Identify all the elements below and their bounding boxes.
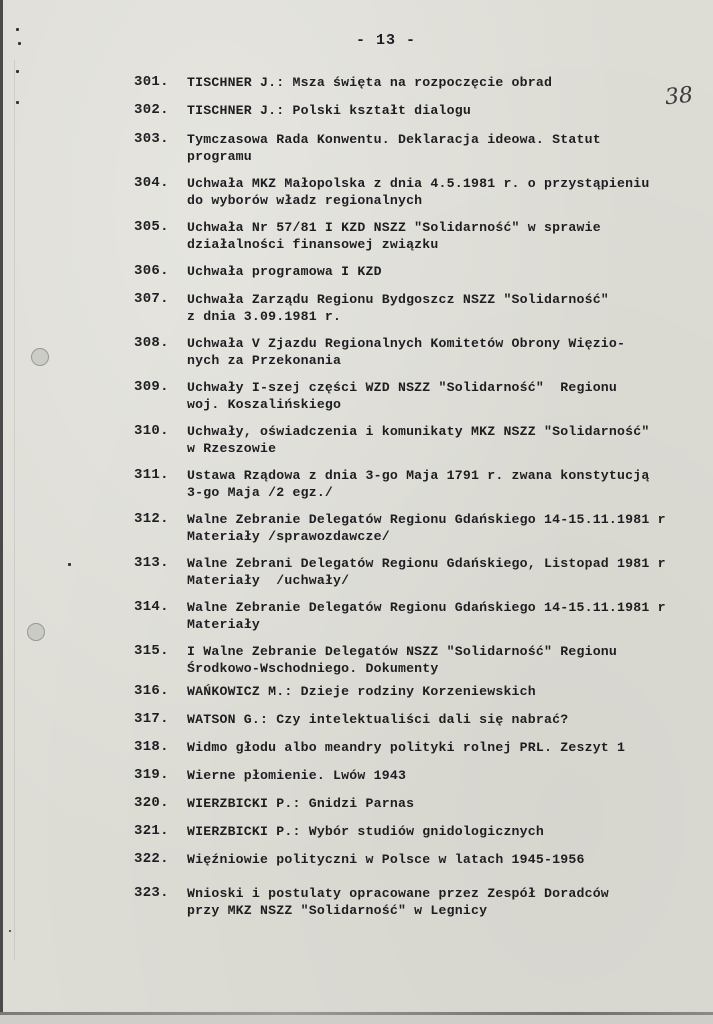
entry-number: 317. xyxy=(134,711,169,727)
entry-line: WATSON G.: Czy intelektualiści dali się nabrać? xyxy=(187,712,569,727)
entry-line: programu xyxy=(187,149,252,164)
page-number: - 13 - xyxy=(356,32,417,49)
entry-number: 316. xyxy=(134,683,169,699)
entry-line: przy MKZ NSZZ "Solidarność" w Legnicy xyxy=(187,903,488,918)
entry-line: Uchwała programowa I KZD xyxy=(187,264,382,279)
ink-speck xyxy=(16,28,19,31)
entry-text xyxy=(187,379,713,413)
entry-text xyxy=(187,711,713,728)
ink-speck xyxy=(18,42,21,45)
entry-line: nych za Przekonania xyxy=(187,353,342,368)
entry-text xyxy=(187,219,713,253)
entry-text xyxy=(187,683,713,700)
ink-speck xyxy=(68,563,71,566)
entry-number: 314. xyxy=(134,599,169,615)
entry-text xyxy=(187,102,713,119)
entry-number: 321. xyxy=(134,823,169,839)
entry-text xyxy=(187,599,713,633)
entry-number: 315. xyxy=(134,643,169,659)
entry-line: Więźniowie polityczni w Polsce w latach 1945-1956 xyxy=(187,852,585,867)
entry-number: 311. xyxy=(134,467,169,483)
entry-text xyxy=(187,467,713,501)
entry-text xyxy=(187,795,713,812)
entry-line: Środkowo-Wschodniego. Dokumenty xyxy=(187,661,439,676)
entry-line: Walne Zebrani Delegatów Regionu Gdańskiego, Listopad 1981 r xyxy=(187,556,666,571)
entry-number: 308. xyxy=(134,335,169,351)
entry-line: Uchwała Zarządu Regionu Bydgoszcz NSZZ "Solidarność" xyxy=(187,292,609,307)
entry-line: 3-go Maja /2 egz./ xyxy=(187,485,334,500)
ink-speck xyxy=(9,930,11,932)
entry-number: 312. xyxy=(134,511,169,527)
entry-line: Uchwały I-szej części WZD NSZZ "Solidarność" Regionu xyxy=(187,380,618,395)
punch-hole-icon xyxy=(31,348,49,366)
entry-line: WIERZBICKI P.: Wybór studiów gnidologicznych xyxy=(187,824,545,839)
entry-number: 313. xyxy=(134,555,169,571)
entry-line: Uchwała Nr 57/81 I KZD NSZZ "Solidarność" w sprawie xyxy=(187,220,601,235)
entry-line: Ustawa Rządowa z dnia 3-go Maja 1791 r. zwana konstytucją xyxy=(187,468,650,483)
entry-line: Uchwały, oświadczenia i komunikaty MKZ NSZZ "Solidarność" xyxy=(187,424,650,439)
entry-text xyxy=(187,555,713,589)
entry-line: TISCHNER J.: Msza święta na rozpoczęcie obrad xyxy=(187,75,553,90)
entry-number: 322. xyxy=(134,851,169,867)
scan-bottom-strip xyxy=(0,1015,713,1024)
entry-text xyxy=(187,74,713,91)
entry-number: 323. xyxy=(134,885,169,901)
entry-text xyxy=(187,643,713,677)
entry-number: 304. xyxy=(134,175,169,191)
entry-line: WAŃKOWICZ M.: Dzieje rodziny Korzeniewskich xyxy=(187,684,536,699)
entry-number: 306. xyxy=(134,263,169,279)
entry-text xyxy=(187,851,713,868)
entry-line: Wierne płomienie. Lwów 1943 xyxy=(187,768,407,783)
entry-line: TISCHNER J.: Polski kształt dialogu xyxy=(187,103,471,118)
entry-text xyxy=(187,291,713,325)
margin-crease xyxy=(14,60,15,960)
entry-number: 320. xyxy=(134,795,169,811)
entry-line: w Rzeszowie xyxy=(187,441,277,456)
entry-line: z dnia 3.09.1981 r. xyxy=(187,309,342,324)
entry-line: Materiały xyxy=(187,617,261,632)
handwritten-archive-number: 38 xyxy=(663,82,695,111)
entry-line: WIERZBICKI P.: Gnidzi Parnas xyxy=(187,796,415,811)
entry-text xyxy=(187,175,713,209)
entry-text xyxy=(187,335,713,369)
entry-number: 302. xyxy=(134,102,169,118)
entry-text xyxy=(187,885,713,919)
entry-line: Walne Zebranie Delegatów Regionu Gdańskiego 14-15.11.1981 r xyxy=(187,512,666,527)
entry-text xyxy=(187,767,713,784)
entry-line: Widmo głodu albo meandry polityki rolnej PRL. Zeszyt 1 xyxy=(187,740,626,755)
entry-text xyxy=(187,263,713,280)
entry-number: 309. xyxy=(134,379,169,395)
entry-text xyxy=(187,511,713,545)
entry-number: 301. xyxy=(134,74,169,90)
entry-text xyxy=(187,823,713,840)
entry-line: Tymczasowa Rada Konwentu. Deklaracja ideowa. Statut xyxy=(187,132,601,147)
entry-number: 319. xyxy=(134,767,169,783)
entry-number: 307. xyxy=(134,291,169,307)
ink-speck xyxy=(16,70,19,73)
entry-line: Uchwała V Zjazdu Regionalnych Komitetów Obrony Więzio- xyxy=(187,336,626,351)
entry-number: 305. xyxy=(134,219,169,235)
entry-text xyxy=(187,131,713,165)
entry-line: Wnioski i postulaty opracowane przez Zespół Doradców xyxy=(187,886,609,901)
entry-text xyxy=(187,739,713,756)
entry-number: 318. xyxy=(134,739,169,755)
entry-line: woj. Koszalińskiego xyxy=(187,397,342,412)
entry-line: do wyborów władz regionalnych xyxy=(187,193,423,208)
entry-line: Walne Zebranie Delegatów Regionu Gdańskiego 14-15.11.1981 r xyxy=(187,600,666,615)
entry-line: I Walne Zebranie Delegatów NSZZ "Solidarność" Regionu xyxy=(187,644,618,659)
ink-speck xyxy=(16,101,19,104)
entry-line: Uchwała MKZ Małopolska z dnia 4.5.1981 r. o przystąpieniu xyxy=(187,176,650,191)
entry-line: Materiały /uchwały/ xyxy=(187,573,350,588)
entry-line: działalności finansowej związku xyxy=(187,237,439,252)
entry-number: 310. xyxy=(134,423,169,439)
entry-number: 303. xyxy=(134,131,169,147)
punch-hole-icon xyxy=(27,623,45,641)
entry-line: Materiały /sprawozdawcze/ xyxy=(187,529,390,544)
page-left-edge xyxy=(0,0,3,1024)
entry-text xyxy=(187,423,713,457)
